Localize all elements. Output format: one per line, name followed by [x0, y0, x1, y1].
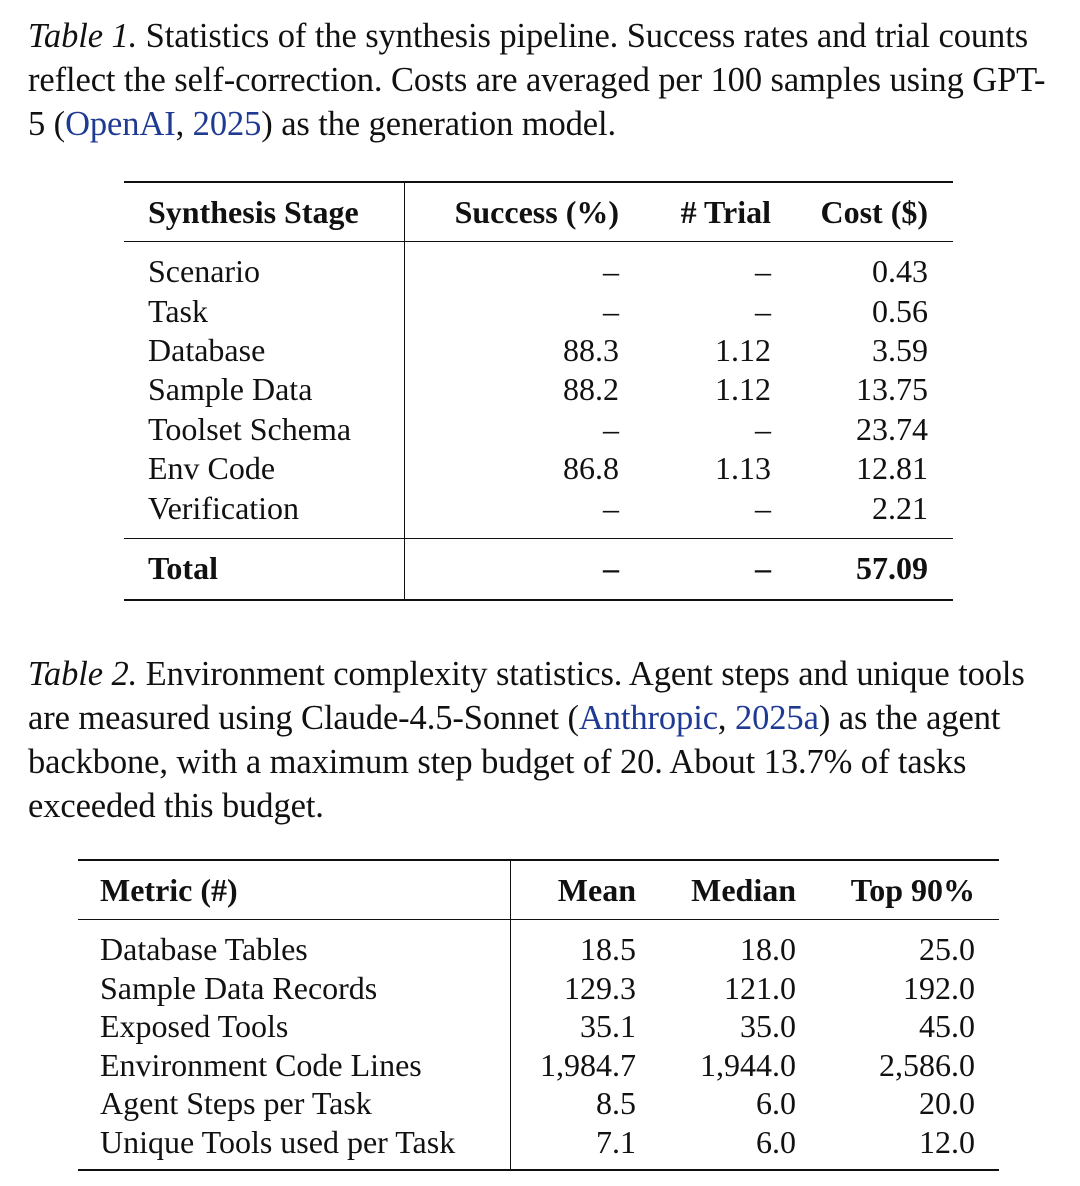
table-row — [124, 291, 953, 330]
metric-cell: Environment Code Lines — [78, 1046, 511, 1085]
header-top90: Top 90% — [796, 860, 999, 920]
mean-cell: 7.1 — [596, 1123, 636, 1160]
median-cell: 6.0 — [756, 1123, 796, 1160]
table-row — [78, 969, 999, 1008]
table-row — [78, 1123, 999, 1171]
success-cell: 88.3 — [563, 331, 619, 368]
table2-citation-author-link[interactable]: Anthropic — [578, 699, 718, 737]
stage-cell: Task — [124, 291, 405, 330]
trial-cell: – — [755, 489, 771, 526]
top90-cell: 2,586.0 — [879, 1046, 975, 1083]
cost-cell: 13.75 — [856, 371, 928, 408]
top90-cell: 25.0 — [919, 931, 975, 968]
header-synthesis-stage: Synthesis Stage — [124, 182, 405, 242]
table1-caption — [28, 14, 1058, 146]
metric-cell: Exposed Tools — [78, 1007, 511, 1046]
table-row — [78, 1046, 999, 1085]
median-cell: 121.0 — [724, 969, 796, 1006]
top90-cell: 45.0 — [919, 1008, 975, 1045]
mean-cell: 35.1 — [580, 1008, 636, 1045]
table-row — [124, 449, 953, 488]
table-row — [78, 920, 999, 969]
cost-cell: 3.59 — [872, 331, 928, 368]
header-success: Success (%) — [405, 182, 620, 242]
stage-cell: Toolset Schema — [124, 410, 405, 449]
header-cost: Cost ($) — [771, 182, 953, 242]
table1-caption-text-end: ) as the generation model. — [261, 105, 617, 143]
cost-cell: 0.56 — [872, 292, 928, 329]
total-row — [124, 538, 953, 600]
table2-citation-separator: , — [717, 699, 735, 737]
header-mean: Mean — [511, 860, 637, 920]
header-trial: # Trial — [619, 182, 771, 242]
median-cell: 6.0 — [756, 1085, 796, 1122]
mean-cell: 129.3 — [564, 969, 636, 1006]
trial-cell: 1.12 — [715, 371, 771, 408]
mean-cell: 8.5 — [596, 1085, 636, 1122]
header-metric: Metric (#) — [78, 860, 511, 920]
trial-cell: – — [755, 410, 771, 447]
table2-caption-label: Table 2. — [28, 655, 138, 693]
table-row — [124, 370, 953, 409]
environment-complexity-table — [78, 859, 999, 1171]
header-median: Median — [636, 860, 796, 920]
table2-caption-text-end: ) as the agent backbone, with a maximum step budget of 20. About 13.7% of tasks exceeded this budget. — [28, 699, 1001, 825]
table-row — [78, 1007, 999, 1046]
trial-cell: 1.13 — [715, 450, 771, 487]
table-row — [124, 331, 953, 370]
table1-caption-text: Statistics of the synthesis pipeline. Success rates and trial counts reflect the self-correction. Costs are averaged per 100 samples using GPT-5 ( — [28, 17, 1046, 143]
top90-cell: 12.0 — [919, 1123, 975, 1160]
table-row — [124, 242, 953, 292]
stage-cell: Database — [124, 331, 405, 370]
table1-citation-year-link[interactable]: 2025 — [192, 105, 262, 143]
success-cell: 88.2 — [563, 371, 619, 408]
success-cell: – — [603, 292, 619, 329]
trial-cell: – — [755, 253, 771, 290]
cost-cell: 2.21 — [872, 489, 928, 526]
table1-caption-label: Table 1. — [28, 17, 138, 55]
table2-caption-text: Environment complexity statistics. Agent steps and unique tools are measured using Claude-4.5-Sonnet ( — [28, 655, 1025, 737]
total-success: – — [405, 538, 620, 600]
trial-cell: – — [755, 292, 771, 329]
table-row — [78, 1084, 999, 1123]
synthesis-stats-table — [124, 181, 953, 601]
stage-cell: Verification — [124, 488, 405, 538]
metric-cell: Sample Data Records — [78, 969, 511, 1008]
median-cell: 35.0 — [740, 1008, 796, 1045]
table2-caption — [28, 652, 1058, 828]
top90-cell: 192.0 — [903, 969, 975, 1006]
metric-cell: Database Tables — [78, 920, 511, 969]
median-cell: 18.0 — [740, 931, 796, 968]
metric-cell: Unique Tools used per Task — [78, 1123, 511, 1171]
stage-cell: Sample Data — [124, 370, 405, 409]
total-cost: 57.09 — [771, 538, 953, 600]
table2-citation-year-link[interactable]: 2025a — [734, 699, 819, 737]
success-cell: – — [603, 489, 619, 526]
top90-cell: 20.0 — [919, 1085, 975, 1122]
table-header-row — [124, 182, 953, 242]
success-cell: 86.8 — [563, 450, 619, 487]
cost-cell: 23.74 — [856, 410, 928, 447]
stage-cell: Scenario — [124, 242, 405, 292]
metric-cell: Agent Steps per Task — [78, 1084, 511, 1123]
table1-citation-author-link[interactable]: OpenAI — [65, 105, 176, 143]
median-cell: 1,944.0 — [700, 1046, 796, 1083]
stage-cell: Env Code — [124, 449, 405, 488]
table-header-row — [78, 860, 999, 920]
total-label: Total — [124, 538, 405, 600]
success-cell: – — [603, 253, 619, 290]
mean-cell: 18.5 — [580, 931, 636, 968]
table-row — [124, 488, 953, 538]
mean-cell: 1,984.7 — [540, 1046, 636, 1083]
table1-citation-separator: , — [175, 105, 193, 143]
success-cell: – — [603, 410, 619, 447]
trial-cell: 1.12 — [715, 331, 771, 368]
cost-cell: 12.81 — [856, 450, 928, 487]
cost-cell: 0.43 — [872, 253, 928, 290]
table-row — [124, 410, 953, 449]
total-trial: – — [619, 538, 771, 600]
